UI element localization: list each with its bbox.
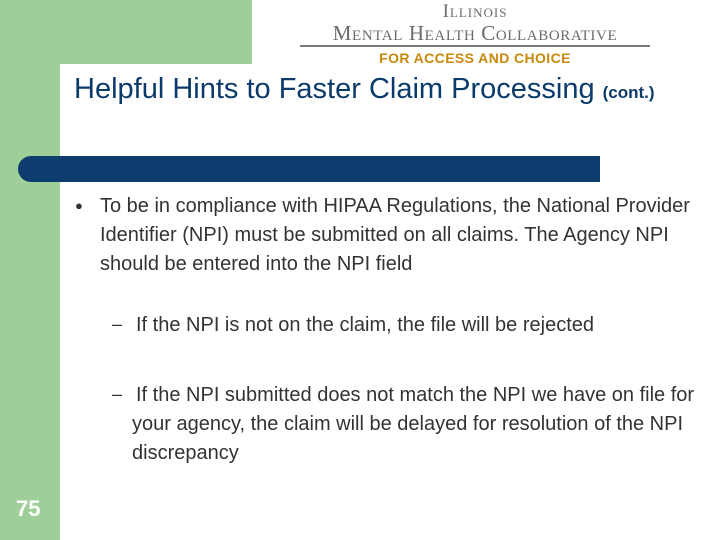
title-divider-bar [18, 156, 600, 182]
left-accent-bar [0, 0, 60, 540]
top-accent-block [60, 0, 252, 64]
dash-icon: – [112, 314, 123, 334]
bullet-icon: ● [75, 198, 83, 213]
logo-tagline: FOR ACCESS AND CHOICE [379, 49, 571, 66]
sub-item-delayed: If the NPI submitted does not match the NPI we have on file for your agency, the claim will be delayed for resolution of the NPI discrepancy [132, 384, 695, 464]
slide-title-main: Helpful Hints to Faster Claim Processing [74, 73, 595, 105]
dash-icon: – [112, 384, 123, 404]
logo-rule [300, 45, 650, 47]
organization-logo [300, 2, 650, 66]
bullet-text: To be in compliance with HIPAA Regulations, the National Provider Identifier (NPI) must be submitted on all claims. The Agency NPI should be entered into the NPI field [100, 195, 690, 275]
logo-line-state: Illinois [442, 1, 508, 22]
page-number: 75 [16, 496, 41, 521]
slide-title-suffix: (cont.) [602, 83, 655, 102]
logo-line-name: Mental Health Collaborative [332, 21, 618, 45]
sub-item-rejected: If the NPI is not on the claim, the file will be rejected [136, 314, 594, 336]
slide-title [74, 74, 655, 108]
